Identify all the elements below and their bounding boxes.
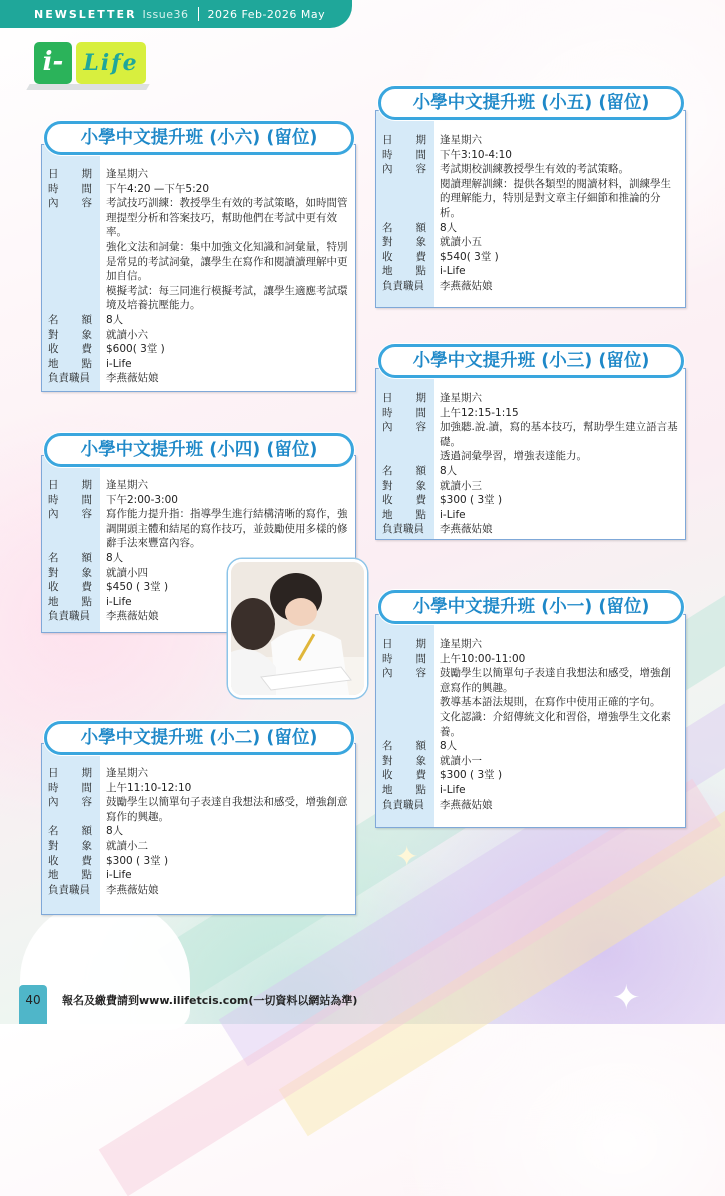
- target-value: 就讀小四: [106, 566, 148, 579]
- field-label: 負責職員: [48, 883, 90, 896]
- field-label: 容: [415, 421, 426, 434]
- fee-value: $450 ( 3堂 ): [106, 581, 169, 594]
- fee-row: [376, 768, 685, 783]
- time-row: [42, 781, 355, 796]
- field-label: 名: [382, 740, 393, 753]
- content-row: [376, 666, 685, 739]
- field-label: 費: [81, 854, 92, 867]
- quota-value: 8人: [440, 221, 458, 234]
- venue-value: i-Life: [106, 595, 132, 608]
- date-row: [376, 391, 685, 406]
- venue-value: i-Life: [440, 783, 466, 796]
- content-item: 閱讀理解訓練：提供各類型的閱讀材料，訓練學生的理解能力，特別是對文章主仔細節和推論的分析。: [440, 177, 671, 219]
- content-item: 加強聽.說.讀，寫的基本技巧，幫助學生建立語言基礎。: [440, 421, 678, 448]
- newsletter-header-bar: [0, 0, 352, 28]
- course-card-p1: [375, 614, 686, 828]
- field-label: 點: [415, 508, 426, 521]
- field-label: 點: [81, 869, 92, 882]
- header-divider: [198, 7, 199, 21]
- field-label: 額: [81, 825, 92, 838]
- field-label: 名: [48, 551, 59, 564]
- date-row: [42, 766, 355, 781]
- content-item: 教導基本語法規則，在寫作中使用正確的字句。: [440, 696, 661, 709]
- field-label: 點: [415, 783, 426, 796]
- field-label: 間: [415, 652, 426, 665]
- field-label: 地: [382, 783, 393, 796]
- time-value: 下午4:20 —下午5:20: [106, 182, 209, 195]
- course-rows: [376, 133, 685, 294]
- quota-value: 8人: [440, 464, 458, 477]
- date-value: 逢星期六: [106, 767, 148, 779]
- content-item: 寫作能力提升指：指導學生進行結構清晰的寫作，強調開頭主體和結尾的寫作技巧，並鼓勵使用多樣的修辭手法來豐富內容。: [106, 508, 348, 550]
- fee-value: $540( 3堂 ): [440, 250, 499, 263]
- course-card-p5: [375, 110, 686, 308]
- fee-row: [42, 342, 355, 357]
- field-label: 收: [382, 250, 393, 263]
- course-rows: [376, 637, 685, 812]
- venue-row: [376, 264, 685, 279]
- target-row: [376, 754, 685, 769]
- i-life-logo: [34, 40, 146, 86]
- venue-row: [42, 868, 355, 883]
- field-label: 時: [48, 781, 59, 794]
- field-label: 名: [48, 313, 59, 326]
- field-label: 額: [81, 551, 92, 564]
- field-label: 容: [415, 163, 426, 176]
- sparkle-icon: ✦: [612, 978, 641, 1018]
- field-label: 收: [382, 494, 393, 507]
- time-value: 下午3:10-4:10: [440, 148, 512, 161]
- field-label: 象: [81, 566, 92, 579]
- field-label: 象: [81, 328, 92, 341]
- quota-row: [42, 313, 355, 328]
- course-card-p6: [41, 144, 356, 392]
- field-label: 內: [48, 796, 59, 809]
- field-label: 期: [81, 479, 92, 491]
- field-label: 額: [415, 464, 426, 477]
- course-rows: [42, 766, 355, 897]
- field-label: 內: [382, 421, 393, 434]
- time-value: 下午2:00-3:00: [106, 493, 178, 506]
- field-label: 費: [415, 250, 426, 263]
- field-label: 象: [415, 236, 426, 249]
- field-label: 費: [81, 581, 92, 594]
- content-item: 強化文法和詞彙：集中加強文化知識和詞彙量，特別是常見的考試詞彙，讓學生在寫作和閱讀讀理解中更加自信。: [106, 240, 348, 283]
- fee-value: $300 ( 3堂 ): [440, 769, 503, 782]
- target-value: 就讀小五: [440, 236, 482, 249]
- field-label: 日: [382, 134, 393, 146]
- venue-value: i-Life: [106, 869, 132, 882]
- venue-value: i-Life: [440, 265, 466, 278]
- quota-row: [376, 739, 685, 754]
- field-label: 容: [415, 667, 426, 680]
- field-label: 間: [81, 182, 92, 195]
- staff-value: 李燕薇姑娘: [440, 523, 493, 536]
- venue-value: i-Life: [440, 508, 466, 521]
- staff-row: [42, 371, 355, 386]
- quota-row: [376, 221, 685, 236]
- target-row: [376, 235, 685, 250]
- field-label: 額: [81, 313, 92, 326]
- field-label: 內: [48, 197, 59, 210]
- course-title-p5: 小學中文提升班 (小五) (留位): [378, 86, 684, 120]
- date-row: [42, 167, 355, 182]
- field-label: 負責職員: [382, 279, 424, 292]
- field-label: 間: [81, 493, 92, 506]
- field-label: 額: [415, 221, 426, 234]
- field-label: 收: [382, 769, 393, 782]
- field-label: 象: [415, 754, 426, 767]
- staff-row: [376, 522, 685, 537]
- date-row: [42, 478, 355, 493]
- time-row: [376, 148, 685, 163]
- date-value: 逢星期六: [440, 638, 482, 650]
- content-item: 鼓勵學生以簡單句子表達自我想法和感受，增強創意寫作的興趣。: [106, 796, 348, 823]
- target-value: 就讀小一: [440, 754, 482, 767]
- page-number: 40: [25, 993, 41, 1007]
- fee-row: [376, 493, 685, 508]
- venue-value: i-Life: [106, 357, 132, 370]
- quota-value: 8人: [440, 740, 458, 753]
- field-label: 對: [48, 839, 59, 852]
- target-value: 就讀小二: [106, 839, 148, 852]
- time-value: 上午10:00-11:00: [440, 652, 526, 665]
- field-label: 期: [415, 392, 426, 404]
- field-label: 名: [382, 221, 393, 234]
- course-card-p3: [375, 368, 686, 540]
- staff-value: 李燕薇姑娘: [106, 883, 159, 896]
- time-row: [376, 406, 685, 421]
- quota-row: [376, 464, 685, 479]
- course-rows: [376, 391, 685, 537]
- date-value: 逢星期六: [440, 134, 482, 146]
- course-title-p1: 小學中文提升班 (小一) (留位): [378, 590, 684, 624]
- student-writing-photo: [228, 559, 367, 698]
- staff-row: [376, 798, 685, 813]
- field-label: 地: [48, 357, 59, 370]
- field-label: 期: [415, 638, 426, 650]
- field-label: 點: [81, 595, 92, 608]
- field-label: 期: [81, 168, 92, 180]
- field-label: 費: [415, 769, 426, 782]
- date-row: [376, 133, 685, 148]
- course-title-p3: 小學中文提升班 (小三) (留位): [378, 344, 684, 378]
- field-label: 費: [81, 343, 92, 356]
- staff-value: 李燕薇姑娘: [106, 610, 159, 623]
- field-label: 對: [48, 566, 59, 579]
- field-label: 日: [48, 168, 59, 180]
- content-row: [42, 196, 355, 313]
- field-label: 日: [382, 392, 393, 404]
- content-item: 模擬考試：每三同進行模擬考試，讓學生適應考試環境及培養抗壓能力。: [106, 284, 348, 312]
- field-label: 時: [48, 182, 59, 195]
- target-value: 就讀小六: [106, 328, 148, 341]
- field-label: 地: [48, 595, 59, 608]
- field-label: 額: [415, 740, 426, 753]
- field-label: 時: [382, 652, 393, 665]
- field-label: 內: [382, 163, 393, 176]
- field-label: 收: [48, 343, 59, 356]
- fee-row: [376, 250, 685, 265]
- field-label: 日: [48, 767, 59, 779]
- field-label: 容: [81, 197, 92, 210]
- target-row: [42, 839, 355, 854]
- date-row: [376, 637, 685, 652]
- field-label: 負責職員: [48, 610, 90, 623]
- course-rows: [42, 167, 355, 386]
- fee-row: [42, 854, 355, 869]
- content-row: [42, 507, 355, 551]
- content-item: 透過詞彙學習，增強表達能力。: [440, 450, 587, 463]
- staff-row: [376, 279, 685, 294]
- page-number-tab: [19, 985, 47, 1024]
- field-label: 日: [382, 638, 393, 650]
- content-item: 文化認識：介紹傳統文化和習俗，增強學生文化素養。: [440, 710, 671, 738]
- course-title-p2: 小學中文提升班 (小二) (留位): [44, 721, 354, 755]
- registration-note: 報名及繳費請到www.ilifetcis.com(一切資料以網站為準): [62, 994, 358, 1007]
- time-row: [42, 182, 355, 197]
- field-label: 時: [48, 493, 59, 506]
- staff-value: 李燕薇姑娘: [440, 279, 493, 292]
- field-label: 點: [81, 357, 92, 370]
- sparkle-icon: ✦: [395, 840, 419, 873]
- field-label: 負責職員: [48, 372, 90, 385]
- time-value: 上午11:10-12:10: [106, 781, 192, 794]
- field-label: 負責職員: [382, 523, 424, 536]
- field-label: 象: [81, 839, 92, 852]
- course-card-p2: [41, 743, 356, 915]
- date-value: 逢星期六: [106, 479, 148, 491]
- content-row: [376, 162, 685, 220]
- field-label: 期: [415, 134, 426, 146]
- target-value: 就讀小三: [440, 479, 482, 492]
- field-label: 內: [48, 508, 59, 521]
- fee-value: $600( 3堂 ): [106, 343, 165, 356]
- staff-row: [42, 883, 355, 898]
- field-label: 期: [81, 767, 92, 779]
- field-label: 地: [382, 508, 393, 521]
- staff-value: 李燕薇姑娘: [106, 372, 159, 385]
- field-label: 地: [48, 869, 59, 882]
- quota-value: 8人: [106, 313, 124, 326]
- field-label: 費: [415, 494, 426, 507]
- field-label: 容: [81, 508, 92, 521]
- field-label: 收: [48, 581, 59, 594]
- venue-row: [376, 508, 685, 523]
- field-label: 內: [382, 667, 393, 680]
- field-label: 間: [415, 148, 426, 161]
- field-label: 點: [415, 265, 426, 278]
- date-value: 逢星期六: [106, 168, 148, 180]
- quota-value: 8人: [106, 551, 124, 564]
- field-label: 收: [48, 854, 59, 867]
- field-label: 容: [81, 796, 92, 809]
- field-label: 負責職員: [382, 798, 424, 811]
- content-item: 考試技巧訓練：教授學生有效的考試策略，如時間管理提型分析和答案技巧，幫助他們在考試中更有效率。: [106, 197, 348, 239]
- field-label: 時: [382, 406, 393, 419]
- time-value: 上午12:15-1:15: [440, 406, 519, 419]
- quota-row: [42, 824, 355, 839]
- time-row: [376, 652, 685, 667]
- issue-date-range: 2026 Feb-2026 May: [207, 7, 326, 21]
- fee-value: $300 ( 3堂 ): [106, 854, 169, 867]
- field-label: 對: [382, 754, 393, 767]
- field-label: 名: [382, 464, 393, 477]
- field-label: 對: [382, 236, 393, 249]
- course-title-p4: 小學中文提升班 (小四) (留位): [44, 433, 354, 467]
- field-label: 對: [382, 479, 393, 492]
- content-item: 鼓勵學生以簡單句子表達自我想法和感受，增強創意寫作的興趣。: [440, 667, 671, 694]
- content-row: [376, 420, 685, 464]
- logo-i-mark: i-: [34, 42, 72, 84]
- field-label: 時: [382, 148, 393, 161]
- field-label: 地: [382, 265, 393, 278]
- content-row: [42, 795, 355, 824]
- staff-value: 李燕薇姑娘: [440, 798, 493, 811]
- target-row: [42, 328, 355, 343]
- newsletter-label: NEWSLETTER: [34, 7, 137, 21]
- field-label: 對: [48, 328, 59, 341]
- field-label: 象: [415, 479, 426, 492]
- field-label: 間: [415, 406, 426, 419]
- time-row: [42, 493, 355, 508]
- issue-number: Issue36: [142, 7, 189, 21]
- field-label: 間: [81, 781, 92, 794]
- date-value: 逢星期六: [440, 392, 482, 404]
- target-row: [376, 479, 685, 494]
- content-item: 考試期校訓練教授學生有效的考試策略。: [440, 163, 629, 176]
- logo-shadow: [26, 84, 149, 90]
- venue-row: [42, 357, 355, 372]
- fee-value: $300 ( 3堂 ): [440, 494, 503, 507]
- field-label: 名: [48, 825, 59, 838]
- venue-row: [376, 783, 685, 798]
- students-illustration: [231, 562, 364, 695]
- quota-value: 8人: [106, 825, 124, 838]
- course-title-p6: 小學中文提升班 (小六) (留位): [44, 121, 354, 155]
- logo-life-text: Life: [76, 42, 146, 84]
- field-label: 日: [48, 479, 59, 491]
